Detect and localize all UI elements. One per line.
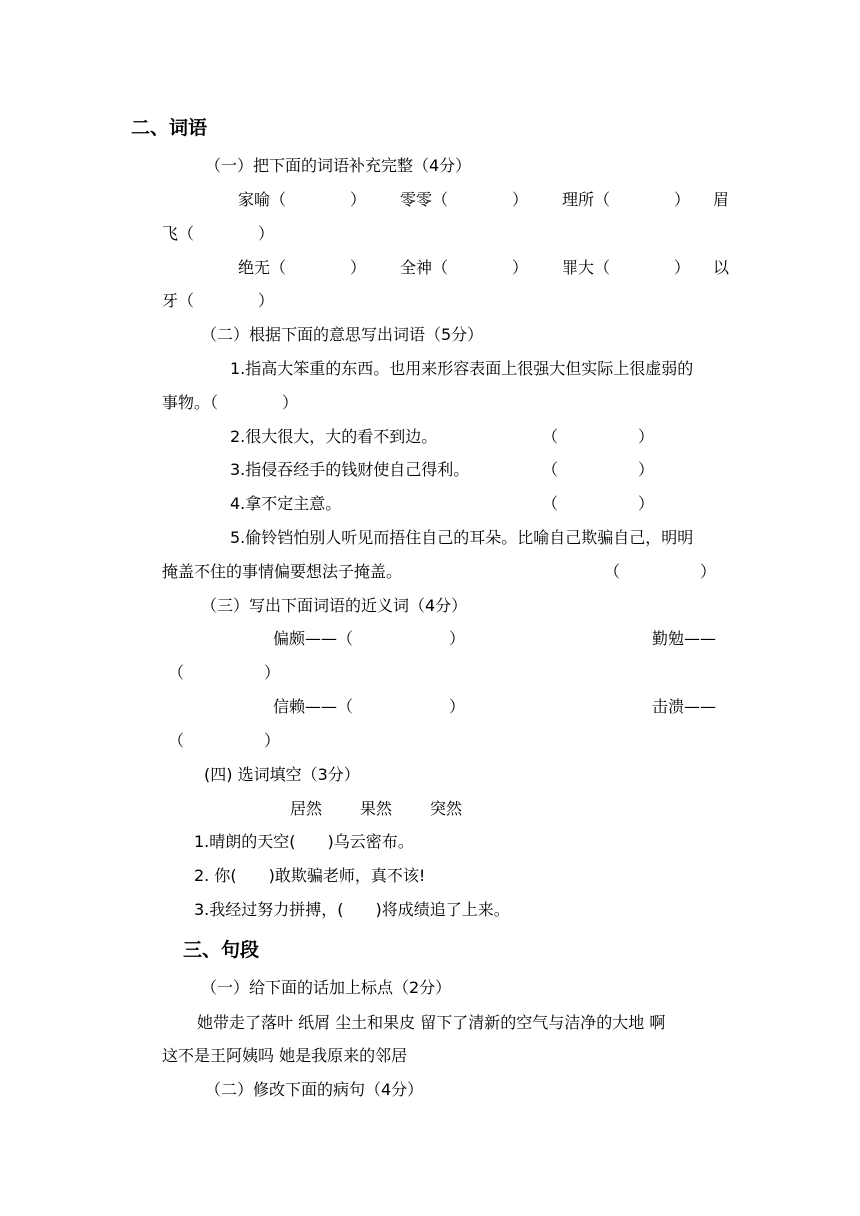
idiom-blank-5: 绝无（ ） (238, 258, 367, 277)
synonym-2-blank: （ ） (168, 663, 281, 682)
idiom-blank-4-start: 眉 (713, 190, 730, 209)
definition-2-blank: （ ） (542, 427, 655, 446)
part-title-fill-choice: (四) 选词填空（3分） (204, 765, 360, 784)
definition-2: 2.很大很大，大的看不到边。 (230, 427, 438, 446)
synonym-2: 勤勉—— (652, 629, 717, 648)
section-heading-sentences: 三、句段 (183, 939, 260, 961)
idiom-blank-8-start: 以 (713, 258, 730, 277)
part-title-complete-words: （一）把下面的词语补充完整（4分） (205, 156, 472, 175)
idiom-blank-2: 零零（ ） (400, 190, 529, 209)
choice-word-2: 果然 (360, 799, 393, 818)
fill-question-2: 2. 你( )敢欺骗老师，真不该! (194, 866, 426, 885)
definition-4-blank: （ ） (542, 494, 655, 513)
punctuation-text-line-1: 她带走了落叶 纸屑 尘土和果皮 留下了清新的空气与洁净的大地 啊 (197, 1013, 666, 1032)
choice-word-3: 突然 (430, 799, 463, 818)
definition-3-blank: （ ） (542, 460, 655, 479)
definition-5-line-2: 掩盖不住的事情偏要想法子掩盖。 (162, 562, 403, 581)
part-title-synonyms: （三）写出下面词语的近义词（4分） (201, 596, 468, 615)
idiom-blank-7: 罪大（ ） (562, 258, 691, 277)
part-title-correct-sentences: （二）修改下面的病句（4分） (205, 1080, 424, 1099)
part-title-write-words: （二）根据下面的意思写出词语（5分） (201, 325, 484, 344)
idiom-blank-1: 家喻（ ） (238, 190, 367, 209)
section-heading-vocabulary: 二、词语 (131, 117, 208, 139)
synonym-1: 偏颇——（ ） (273, 629, 466, 648)
fill-question-3: 3.我经过努力拼搏，( )将成绩追了上来。 (194, 900, 510, 919)
definition-5-blank: （ ） (604, 562, 717, 581)
definition-3: 3.指侵吞经手的钱财使自己得利。 (230, 460, 470, 479)
definition-4: 4.拿不定主意。 (230, 494, 342, 513)
definition-1-line-2: 事物。（ ） (162, 393, 299, 412)
synonym-3: 信赖——（ ） (273, 697, 466, 716)
idiom-blank-4-end: 飞（ ） (162, 224, 275, 243)
choice-word-1: 居然 (290, 799, 323, 818)
idiom-blank-8-end: 牙（ ） (162, 291, 275, 310)
punctuation-text-line-2: 这不是王阿姨吗 她是我原来的邻居 (162, 1046, 408, 1065)
idiom-blank-3: 理所（ ） (562, 190, 691, 209)
synonym-4-blank: （ ） (168, 731, 281, 750)
part-title-punctuation: （一）给下面的话加上标点（2分） (201, 978, 452, 997)
definition-1-line-1: 1.指高大笨重的东西。也用来形容表面上很强大但实际上很虚弱的 (230, 359, 694, 378)
synonym-4: 击溃—— (652, 697, 717, 716)
fill-question-1: 1.晴朗的天空( )乌云密布。 (194, 832, 414, 851)
definition-5-line-1: 5.偷铃铛怕别人听见而捂住自己的耳朵。比喻自己欺骗自己，明明 (230, 528, 694, 547)
idiom-blank-6: 全神（ ） (400, 258, 529, 277)
